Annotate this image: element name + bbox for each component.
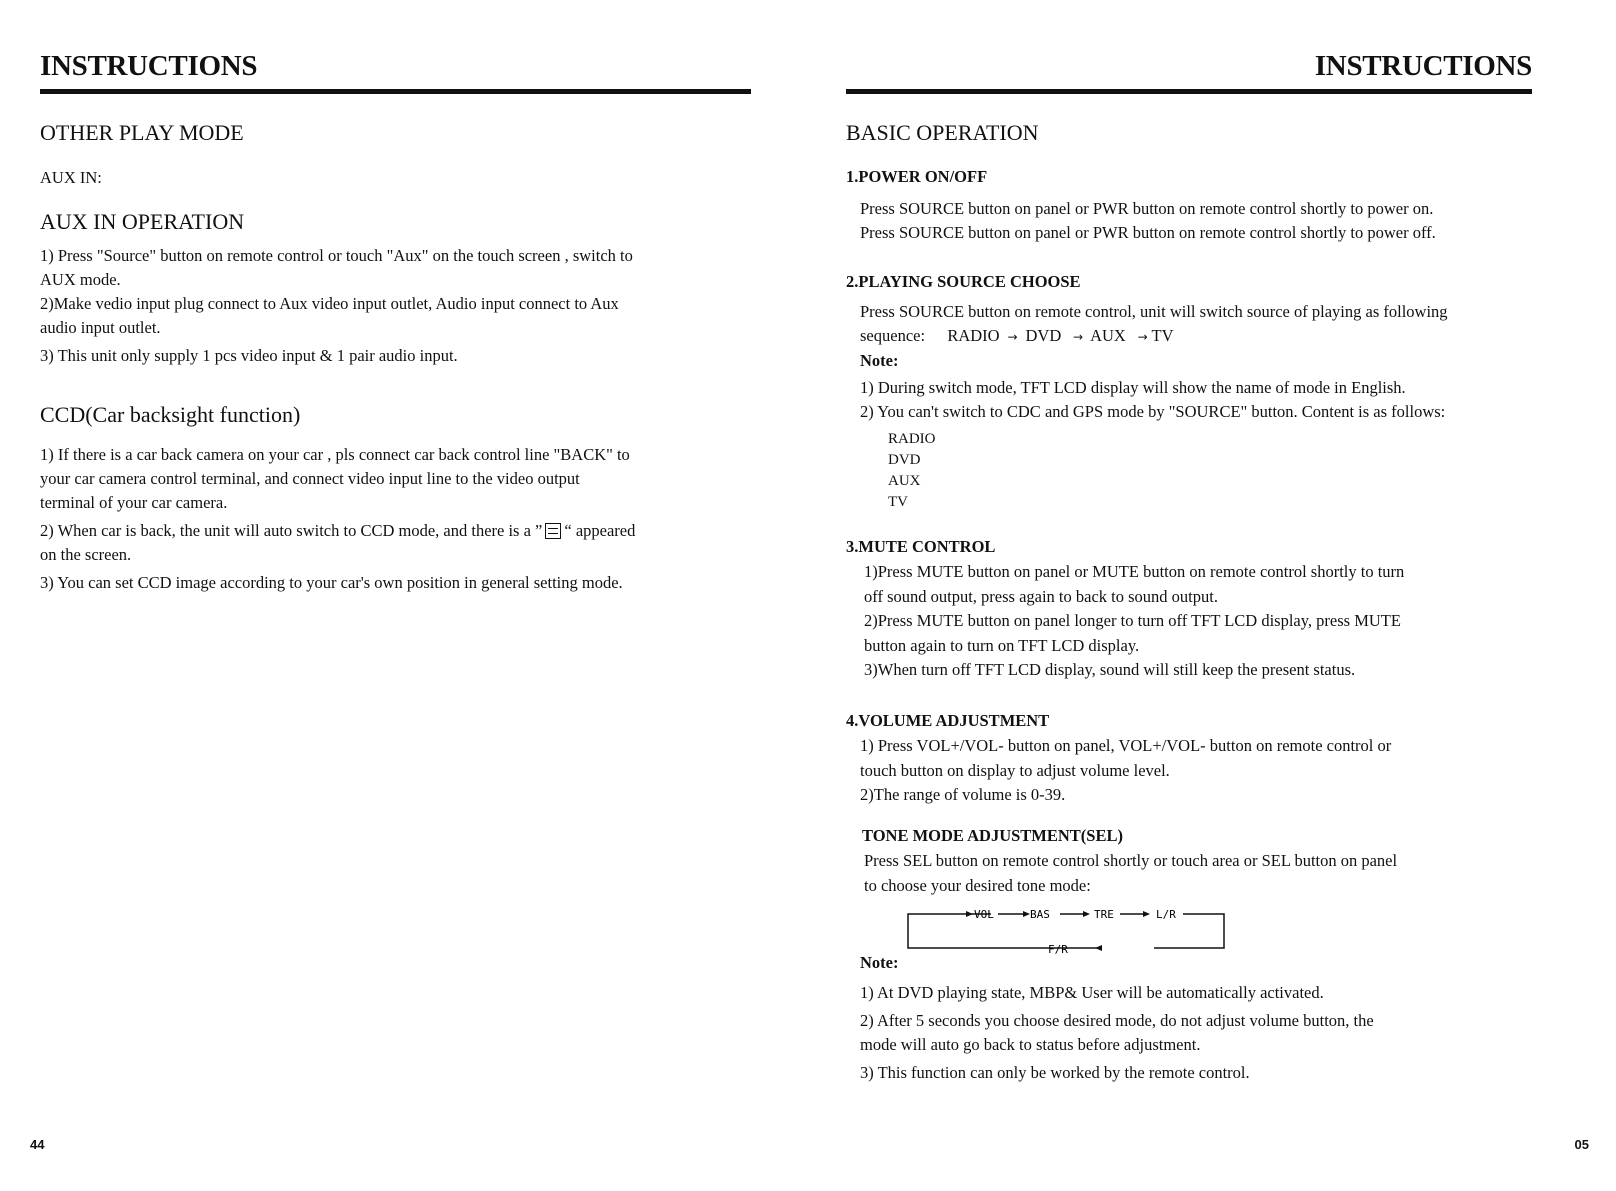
power-text bbox=[860, 197, 1600, 245]
tone-note: mode will auto go back to status before adjustment. bbox=[860, 1035, 1201, 1055]
tone-text bbox=[864, 849, 1604, 898]
arrow-right-icon bbox=[1083, 911, 1090, 917]
right-header-title: INSTRUCTIONS bbox=[1314, 50, 1532, 82]
mute-line: 1)Press MUTE button on panel or MUTE button on remote control shortly to turn bbox=[864, 562, 1405, 581]
sequence-label: sequence: bbox=[860, 326, 926, 345]
tone-line: Press SEL button on remote control shortly or touch area or SEL button on panel bbox=[864, 851, 1398, 870]
volume-line: 2)The range of volume is 0-39. bbox=[860, 785, 1066, 805]
ccd-line: terminal of your car camera. bbox=[40, 493, 228, 512]
left-page-number: 44 bbox=[30, 1137, 45, 1152]
diagram-label-vol: VOL bbox=[974, 908, 994, 921]
source-list-item: RADIO bbox=[888, 431, 936, 447]
sequence-item: RADIO bbox=[947, 326, 1000, 345]
source-note-label: Note: bbox=[860, 351, 899, 370]
volume-title: 4.VOLUME ADJUSTMENT bbox=[846, 711, 1050, 730]
tone-note: 1) At DVD playing state, MBP& User will be automatically activated. bbox=[860, 983, 1324, 1002]
source-note: 1) During switch mode, TFT LCD display will show the name of mode in English. bbox=[860, 378, 1406, 397]
diagram-label-fr: F/R bbox=[1048, 943, 1068, 954]
volume-line: touch button on display to adjust volume level. bbox=[860, 760, 1170, 780]
tone-notes bbox=[860, 981, 1605, 1085]
source-sequence bbox=[860, 324, 1605, 349]
aux-line: AUX mode. bbox=[40, 270, 121, 289]
source-text bbox=[860, 300, 1605, 424]
ccd-line: 1) If there is a car back camera on your car , pls connect car back control line "BACK" to bbox=[40, 445, 630, 464]
ccd-text bbox=[40, 443, 755, 595]
ccd-title: CCD(Car backsight function) bbox=[40, 402, 301, 427]
sequence-item: TV bbox=[1151, 326, 1174, 345]
mute-line: 2)Press MUTE button on panel longer to turn off TFT LCD display, press MUTE bbox=[864, 611, 1401, 631]
mute-line: 3)When turn off TFT LCD display, sound will still keep the present status. bbox=[864, 660, 1356, 680]
source-list bbox=[860, 429, 936, 513]
tone-line: to choose your desired tone mode: bbox=[864, 875, 1091, 895]
tone-note-label: Note: bbox=[860, 953, 899, 972]
source-line: Press SOURCE button on remote control, unit will switch source of playing as following bbox=[860, 302, 1448, 321]
source-note: 2) You can't switch to CDC and GPS mode by "SOURCE" button. Content is as follows: bbox=[860, 402, 1446, 421]
source-list-item: AUX bbox=[888, 473, 921, 489]
arrow-right-icon: → bbox=[1003, 330, 1022, 344]
right-page bbox=[808, 0, 1616, 1191]
power-title: 1.POWER ON/OFF bbox=[846, 167, 988, 186]
sequence-item: DVD bbox=[1025, 326, 1062, 345]
mute-title: 3.MUTE CONTROL bbox=[846, 537, 996, 556]
arrow-left-icon bbox=[1095, 945, 1102, 951]
other-play-mode-title: OTHER PLAY MODE bbox=[40, 120, 244, 145]
ccd-line: on the screen. bbox=[40, 545, 132, 564]
ccd-line: 3) You can set CCD image according to your car's own position in general setting mode. bbox=[40, 573, 623, 592]
aux-line: 2)Make vedio input plug connect to Aux video input outlet, Audio input connect to Aux bbox=[40, 294, 619, 313]
arrow-right-icon bbox=[966, 911, 973, 917]
tone-title: TONE MODE ADJUSTMENT(SEL) bbox=[862, 826, 1123, 845]
sequence-item: AUX bbox=[1090, 326, 1126, 345]
source-title: 2.PLAYING SOURCE CHOOSE bbox=[846, 272, 1081, 291]
source-list-item: DVD bbox=[888, 452, 921, 468]
diagram-label-lr: L/R bbox=[1156, 908, 1176, 921]
aux-line: 1) Press "Source" button on remote control or touch "Aux" on the touch screen , switch to bbox=[40, 246, 633, 265]
ccd-line: your car camera control terminal, and connect video input line to the video output bbox=[40, 469, 580, 488]
diagram-label-bas: BAS bbox=[1030, 908, 1050, 921]
arrow-right-icon: → bbox=[1129, 330, 1148, 344]
basic-operation-title: BASIC OPERATION bbox=[846, 120, 1039, 145]
mute-line: button again to turn on TFT LCD display. bbox=[864, 635, 1140, 655]
left-header-title: INSTRUCTIONS bbox=[40, 50, 258, 82]
ccd-line-2-before: 2) When car is back, the unit will auto switch to CCD mode, and there is a ” bbox=[40, 521, 543, 540]
ccd-line-2 bbox=[40, 519, 755, 543]
aux-in-label: AUX IN: bbox=[40, 168, 102, 187]
right-header-rule bbox=[846, 89, 1532, 94]
right-page-number: 05 bbox=[1574, 1137, 1589, 1152]
tone-note: 2) After 5 seconds you choose desired mode, do not adjust volume button, the bbox=[860, 1010, 1374, 1030]
volume-line: 1) Press VOL+/VOL- button on panel, VOL+/VOL- button on remote control or bbox=[860, 736, 1392, 755]
ccd-screen-icon bbox=[545, 523, 561, 539]
arrow-right-icon bbox=[1143, 911, 1150, 917]
source-list-item: TV bbox=[888, 494, 908, 510]
mute-line: off sound output, press again to back to sound output. bbox=[864, 586, 1218, 606]
power-line: Press SOURCE button on panel or PWR button on remote control shortly to power on. bbox=[860, 199, 1434, 218]
power-line: Press SOURCE button on panel or PWR button on remote control shortly to power off. bbox=[860, 223, 1436, 242]
arrow-right-icon: → bbox=[1065, 330, 1087, 344]
tone-mode-diagram bbox=[906, 904, 1236, 954]
mute-text bbox=[864, 560, 1604, 683]
aux-line: audio input outlet. bbox=[40, 318, 161, 337]
tone-note: 3) This function can only be worked by the remote control. bbox=[860, 1062, 1250, 1082]
aux-operation-title: AUX IN OPERATION bbox=[40, 209, 245, 234]
ccd-line-2-after: “ appeared bbox=[564, 521, 636, 540]
volume-text bbox=[860, 734, 1600, 808]
arrow-right-icon bbox=[1023, 911, 1030, 917]
left-header-rule bbox=[40, 89, 751, 94]
aux-line: 3) This unit only supply 1 pcs video input & 1 pair audio input. bbox=[40, 346, 458, 365]
aux-operation-text bbox=[40, 244, 755, 368]
diagram-label-tre: TRE bbox=[1094, 908, 1114, 921]
